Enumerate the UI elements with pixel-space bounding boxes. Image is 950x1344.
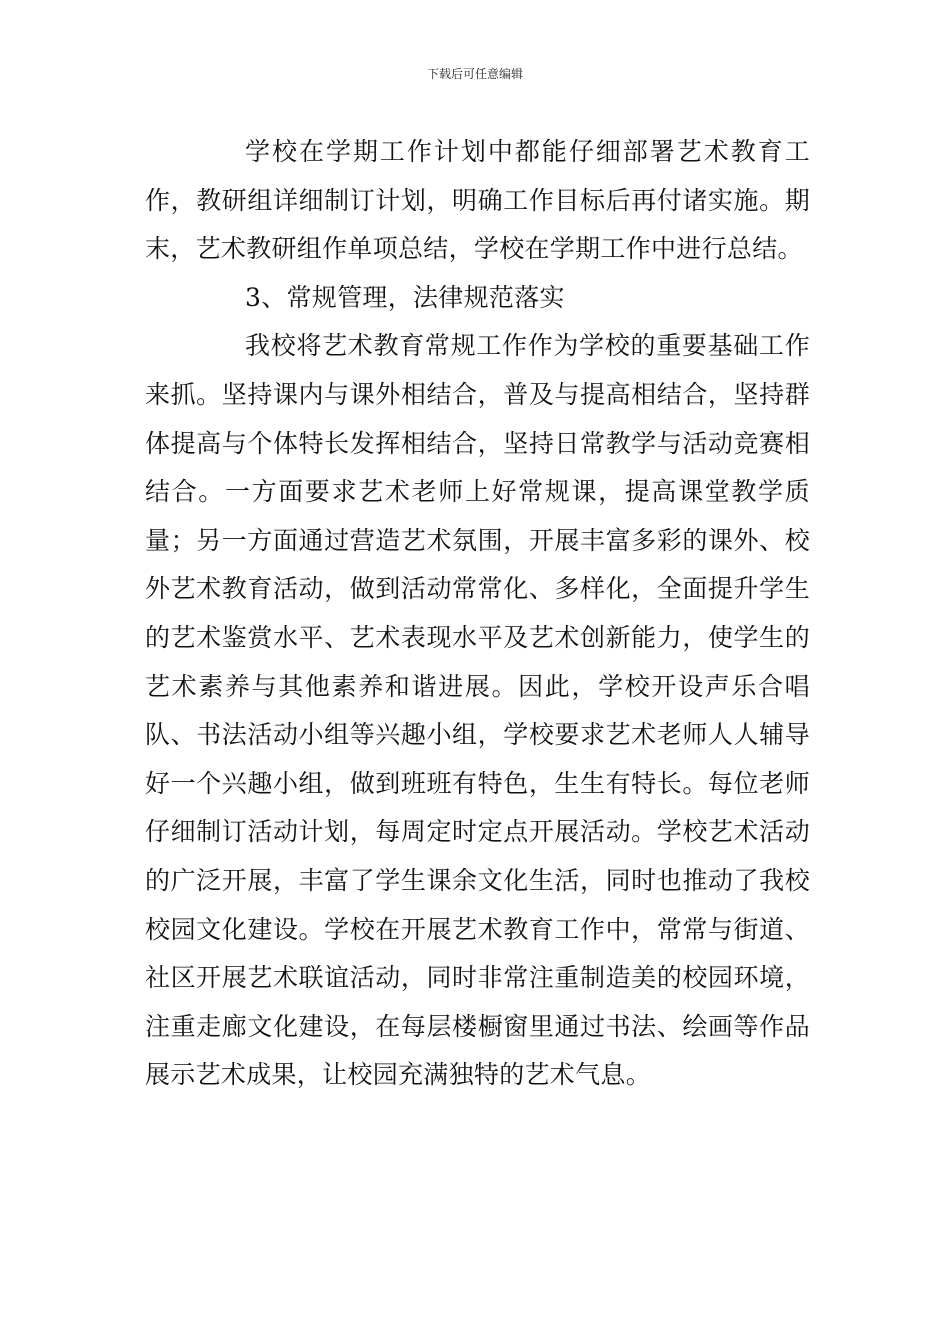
page-header: 下载后可任意编辑: [426, 67, 523, 81]
paragraph-routine-management: 我校将艺术教育常规工作作为学校的重要基础工作来抓。坚持课内与课外相结合，普及与提高相结合，坚持群体提高与个体特长发挥相结合，坚持日常教学与活动竞赛相结合。一方面要求艺术老师上好常规课，提高课堂教学质量；另一方面通过营造艺术氛围，开展丰富多彩的课外、校外艺术教育活动，做到活动常常化、多样化，全面提升学生的艺术鉴赏水平、艺术表现水平及艺术创新能力，使学生的艺术素养与其他素养和谐进展。因此，学校开设声乐合唱队、书法活动小组等兴趣小组，学校要求艺术老师人人辅导好一个兴趣小组，做到班班有特色，生生有特长。每位老师仔细制订活动计划，每周定时定点开展活动。学校艺术活动的广泛开展，丰富了学生课余文化生活，同时也推动了我校校园文化建设。学校在开展艺术教育工作中，常常与街道、社区开展艺术联谊活动，同时非常注重制造美的校园环境，注重走廊文化建设，在每层楼橱窗里通过书法、绘画等作品展示艺术成果，让校园充满独特的艺术气息。: [145, 331, 810, 1090]
document-body: [145, 128, 810, 1100]
section-heading: 3、常规管理，法律规范落实: [245, 282, 565, 312]
paragraph-planning: 学校在学期工作计划中都能仔细部署艺术教育工作，教研组详细制订计划，明确工作目标后再付诸实施。期末，艺术教研组作单项总结，学校在学期工作中进行总结。: [145, 137, 810, 264]
